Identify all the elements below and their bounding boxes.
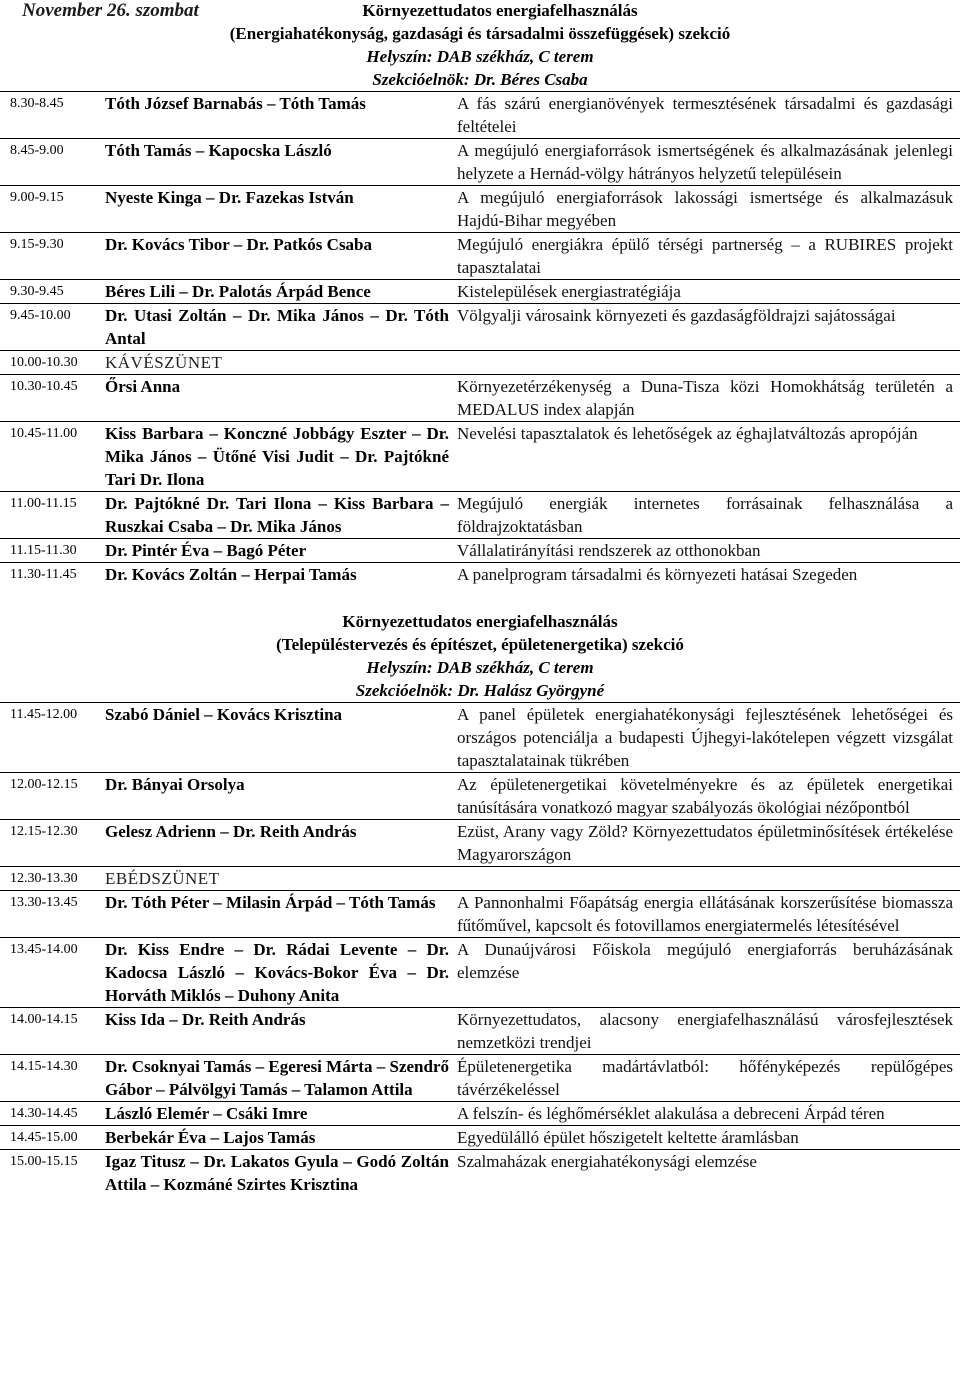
- time-slot: 14.30-14.45: [0, 1102, 105, 1126]
- authors: Dr. Tóth Péter – Milasin Árpád – Tóth Tamás: [105, 891, 457, 938]
- authors: Őrsi Anna: [105, 375, 457, 422]
- presentation-title: Ezüst, Arany vagy Zöld? Környezettudatos épületminősítések értékelése Magyarországon: [457, 820, 960, 867]
- session-date: November 26. szombat: [22, 0, 199, 21]
- break-row: [0, 351, 960, 375]
- time-slot: 10.30-10.45: [0, 375, 105, 422]
- time-slot: 11.45-12.00: [0, 703, 105, 773]
- break-label: KÁVÉSZÜNET: [105, 351, 960, 375]
- time-slot: 14.15-14.30: [0, 1055, 105, 1102]
- presentation-title: Az épületenergetikai követelményekre és az épületek energetikai tanúsítására vonatkozó magyar szabályozás ökológiai nézőpontból: [457, 773, 960, 820]
- authors: Gelesz Adrienn – Dr. Reith András: [105, 820, 457, 867]
- time-slot: 8.30-8.45: [0, 92, 105, 139]
- presentation-title: Vállalatirányítási rendszerek az otthonokban: [457, 539, 960, 563]
- session2-title: Környezettudatos energiafelhasználás: [342, 612, 618, 631]
- presentation-title: A panelprogram társadalmi és környezeti hatásai Szegeden: [457, 563, 960, 587]
- authors: Dr. Pajtókné Dr. Tari Ilona – Kiss Barbara – Ruszkai Csaba – Dr. Mika János: [105, 492, 457, 539]
- time-slot: 10.00-10.30: [0, 351, 105, 375]
- time-slot: 11.15-11.30: [0, 539, 105, 563]
- authors: Nyeste Kinga – Dr. Fazekas István: [105, 186, 457, 233]
- authors: Béres Lili – Dr. Palotás Árpád Bence: [105, 280, 457, 304]
- presentation-title: A fás szárú energianövények termesztésének társadalmi és gazdasági feltételei: [457, 92, 960, 139]
- schedule-row: [0, 233, 960, 280]
- presentation-title: Völgyalji városaink környezeti és gazdaságföldrajzi sajátosságai: [457, 304, 960, 351]
- presentation-title: A megújuló energiaforrások ismertségének és alkalmazásának jelenlegi helyzete a Hernád-völgy hátrányos helyzetű településein: [457, 139, 960, 186]
- schedule-row: [0, 891, 960, 938]
- session1-subtitle: (Energiahatékonyság, gazdasági és társadalmi összefüggések) szekció: [229, 24, 731, 43]
- time-slot: 15.00-15.15: [0, 1150, 105, 1197]
- authors: László Elemér – Csáki Imre: [105, 1102, 457, 1126]
- schedule-row: [0, 422, 960, 492]
- authors: Kiss Ida – Dr. Reith András: [105, 1008, 457, 1055]
- time-slot: 9.30-9.45: [0, 280, 105, 304]
- authors: Dr. Pintér Éva – Bagó Péter: [105, 539, 457, 563]
- session1-chair: Szekcióelnök: Dr. Béres Csaba: [372, 70, 588, 89]
- schedule-row: [0, 1126, 960, 1150]
- authors: Kiss Barbara – Konczné Jobbágy Eszter – Dr. Mika János – Ütőné Visi Judit – Dr. Pajtókné Tari Dr. Ilona: [105, 422, 457, 492]
- time-slot: 9.45-10.00: [0, 304, 105, 351]
- presentation-title: Megújuló energiákra épülő térségi partnerség – a RUBIRES projekt tapasztalatai: [457, 233, 960, 280]
- time-slot: 14.00-14.15: [0, 1008, 105, 1055]
- authors: Dr. Bányai Orsolya: [105, 773, 457, 820]
- schedule-row: [0, 703, 960, 773]
- time-slot: 9.00-9.15: [0, 186, 105, 233]
- presentation-title: Épületenergetika madártávlatból: hőfényképezés repülőgépes távérzékeléssel: [457, 1055, 960, 1102]
- presentation-title: Kistelepülések energiastratégiája: [457, 280, 960, 304]
- authors: Berbekár Éva – Lajos Tamás: [105, 1126, 457, 1150]
- schedule-row: [0, 92, 960, 139]
- authors: Igaz Titusz – Dr. Lakatos Gyula – Godó Zoltán Attila – Kozmáné Szirtes Krisztina: [105, 1150, 457, 1197]
- time-slot: 14.45-15.00: [0, 1126, 105, 1150]
- session2-header: [0, 610, 960, 702]
- break-label: EBÉDSZÜNET: [105, 867, 960, 891]
- schedule-row: [0, 539, 960, 563]
- schedule-row: [0, 1008, 960, 1055]
- session1-location: Helyszín: DAB székház, C terem: [366, 47, 594, 66]
- schedule-row: [0, 280, 960, 304]
- presentation-title: Megújuló energiák internetes forrásainak felhasználása a földrajzoktatásban: [457, 492, 960, 539]
- schedule-row: [0, 492, 960, 539]
- presentation-title: A megújuló energiaforrások lakossági ismertsége és alkalmazásuk Hajdú-Bihar megyében: [457, 186, 960, 233]
- schedule-row: [0, 139, 960, 186]
- session1-title: Környezettudatos energiafelhasználás: [362, 1, 638, 20]
- schedule-row: [0, 375, 960, 422]
- break-row: [0, 867, 960, 891]
- time-slot: 12.15-12.30: [0, 820, 105, 867]
- authors: Dr. Kiss Endre – Dr. Rádai Levente – Dr. Kadocsa László – Kovács-Bokor Éva – Dr. Horváth Miklós – Duhony Anita: [105, 938, 457, 1008]
- time-slot: 12.00-12.15: [0, 773, 105, 820]
- session2-subtitle: (Településtervezés és építészet, épületenergetika) szekció: [276, 635, 684, 654]
- authors: Dr. Csoknyai Tamás – Egeresi Márta – Szendrő Gábor – Pálvölgyi Tamás – Talamon Attila: [105, 1055, 457, 1102]
- schedule-row: [0, 1055, 960, 1102]
- session2-schedule: [0, 702, 960, 1196]
- presentation-title: A Dunaújvárosi Főiskola megújuló energiaforrás beruházásának elemzése: [457, 938, 960, 1008]
- presentation-title: Nevelési tapasztalatok és lehetőségek az éghajlatváltozás apropóján: [457, 422, 960, 492]
- presentation-title: Környezetérzékenység a Duna-Tisza közi Homokhátság területén a MEDALUS index alapján: [457, 375, 960, 422]
- authors: Tóth József Barnabás – Tóth Tamás: [105, 92, 457, 139]
- time-slot: 13.45-14.00: [0, 938, 105, 1008]
- session2-chair: Szekcióelnök: Dr. Halász Györgyné: [355, 681, 605, 700]
- authors: Dr. Utasi Zoltán – Dr. Mika János – Dr. Tóth Antal: [105, 304, 457, 351]
- session2-location: Helyszín: DAB székház, C terem: [366, 658, 594, 677]
- schedule-row: [0, 1150, 960, 1197]
- schedule-row: [0, 773, 960, 820]
- schedule-row: [0, 186, 960, 233]
- presentation-title: Környezettudatos, alacsony energiafelhasználású városfejlesztések nemzetközi trendjei: [457, 1008, 960, 1055]
- schedule-row: [0, 1102, 960, 1126]
- schedule-row: [0, 563, 960, 587]
- session1-schedule: [0, 91, 960, 586]
- schedule-row: [0, 304, 960, 351]
- schedule-row: [0, 938, 960, 1008]
- authors: Dr. Kovács Zoltán – Herpai Tamás: [105, 563, 457, 587]
- presentation-title: A felszín- és léghőmérséklet alakulása a debreceni Árpád téren: [457, 1102, 960, 1126]
- time-slot: 10.45-11.00: [0, 422, 105, 492]
- presentation-title: A Pannonhalmi Főapátság energia ellátásának korszerűsítése biomassza fűtőművel, kapcsolt és fotovillamos energiatermelés létesítésével: [457, 891, 960, 938]
- session1-header: [0, 0, 960, 91]
- time-slot: 11.00-11.15: [0, 492, 105, 539]
- time-slot: 13.30-13.45: [0, 891, 105, 938]
- time-slot: 11.30-11.45: [0, 563, 105, 587]
- authors: Szabó Dániel – Kovács Krisztina: [105, 703, 457, 773]
- time-slot: 12.30-13.30: [0, 867, 105, 891]
- presentation-title: Szalmaházak energiahatékonysági elemzése: [457, 1150, 960, 1197]
- presentation-title: Egyedülálló épület hőszigetelt keltette áramlásban: [457, 1126, 960, 1150]
- time-slot: 9.15-9.30: [0, 233, 105, 280]
- presentation-title: A panel épületek energiahatékonysági fejlesztésének lehetőségei és országos potenciálja a budapesti Újhegyi-lakótelepen végzett vizsgálat tapasztalatainak tükrében: [457, 703, 960, 773]
- authors: Tóth Tamás – Kapocska László: [105, 139, 457, 186]
- time-slot: 8.45-9.00: [0, 139, 105, 186]
- authors: Dr. Kovács Tibor – Dr. Patkós Csaba: [105, 233, 457, 280]
- schedule-row: [0, 820, 960, 867]
